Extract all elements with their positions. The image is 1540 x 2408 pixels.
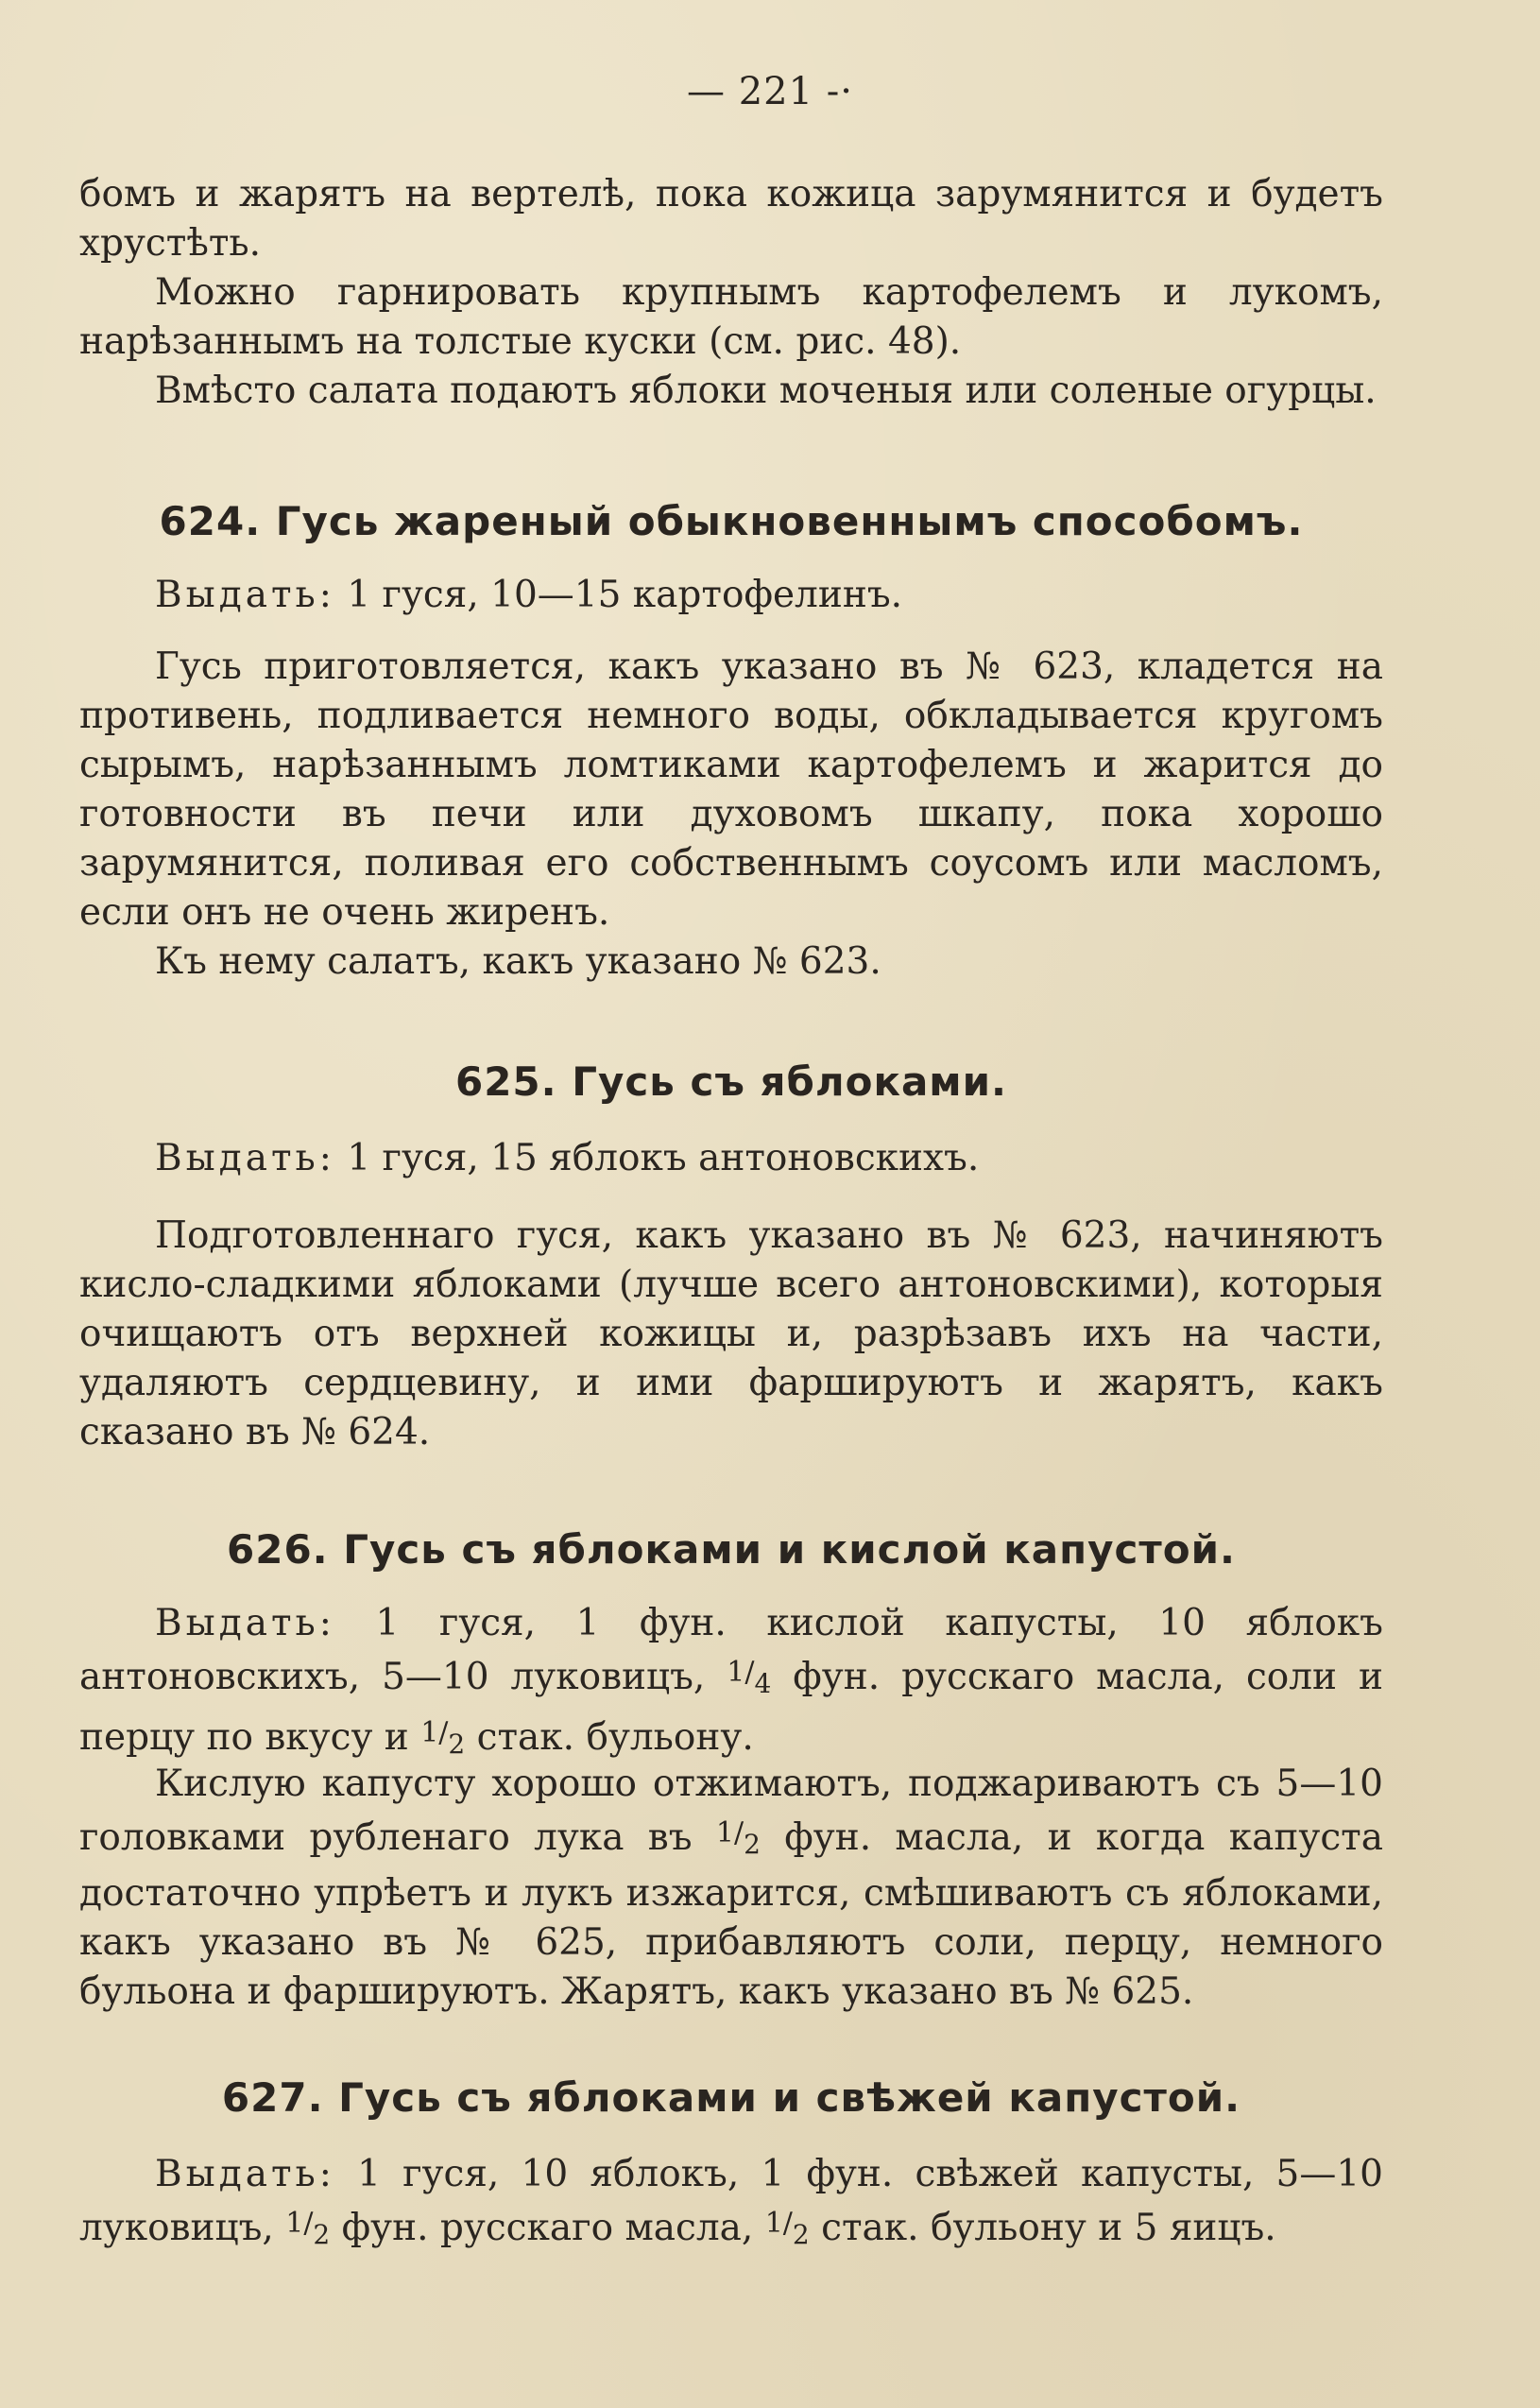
recipe-627-title: 627. Гусь съ яблоками и свѣжей капустой. <box>221 2074 1241 2121</box>
recipe-624-vydat <box>79 571 1383 620</box>
vydat-text: 1 гуся, 15 яблокъ антоновскихъ. <box>334 1137 980 1179</box>
fraction-denominator: 2 <box>792 2219 810 2250</box>
recipe-625-body <box>79 1134 1383 1183</box>
recipe-624-body <box>79 571 1383 620</box>
fraction-half: 1/2 <box>420 1716 466 1760</box>
fraction-quarter: 1/4 <box>727 1656 772 1699</box>
recipe-624-paragraph-2: Къ нему салатъ, какъ указано № 623. <box>155 940 881 983</box>
paragraph-text-a: Кислую капусту хорошо отжимаютъ, поджариваютъ съ 5—10 головками рубленаго лука въ <box>79 1763 1383 1859</box>
vydat-text-c: стак. бульону. <box>465 1716 754 1759</box>
recipe-627-body <box>79 2150 1383 2260</box>
fraction-numerator: 1 <box>285 2207 304 2240</box>
recipe-625-text <box>79 1212 1383 1457</box>
fraction-denominator: 2 <box>744 1829 761 1860</box>
recipe-624-title: 624. Гусь жареный обыкновеннымъ способомъ. <box>159 498 1304 544</box>
vydat-text-c: стак. бульону и 5 яицъ. <box>809 2207 1276 2249</box>
fraction-denominator: 4 <box>754 1668 772 1699</box>
vydat-text-a: 1 гуся, 1 фун. кислой капусты, 10 яблокъ антоновскихъ, 5—10 луковицъ, <box>79 1602 1383 1698</box>
vydat-text-b: фун. русскаго масла, соли и перцу по вкусу и <box>79 1656 1384 1759</box>
intro-section <box>79 170 1383 416</box>
vydat-text-b: фун. русскаго масла, <box>330 2207 765 2249</box>
vydat-text-a: 1 гуся, 10 яблокъ, 1 фун. свѣжей капусты, 5—10 луковицъ, <box>79 2153 1383 2249</box>
recipe-626-text <box>79 1760 1383 2017</box>
fraction-numerator: 1 <box>420 1716 439 1749</box>
recipe-624-text <box>79 643 1383 987</box>
paragraph-text-b: фун. масла, и когда капуста достаточно упрѣетъ и лукъ изжарится, смѣшиваютъ съ яблоками, какъ указано въ № 625, прибавляютъ соли, перцу, немного бульона и фаршируютъ. Жарятъ, какъ указано въ № 625. <box>79 1816 1383 2013</box>
fraction-numerator: 1 <box>764 2207 783 2240</box>
intro-paragraph-3: Вмѣсто салата подаютъ яблоки моченыя или соленые огурцы. <box>155 370 1377 412</box>
vydat-label: Выдать: <box>155 2153 335 2195</box>
fraction-numerator: 1 <box>715 1816 734 1849</box>
intro-paragraph-1: бомъ и жарятъ на вертелѣ, пока кожица зарумянится и будетъ хрустѣть. <box>79 173 1383 265</box>
recipe-625-vydat <box>79 1134 1383 1183</box>
recipe-626-paragraph-1 <box>79 1760 1383 2017</box>
vydat-label: Выдать: <box>155 574 335 616</box>
page-number: — 221 -· <box>686 70 853 113</box>
fraction-half: 1/2 <box>285 2207 331 2250</box>
fraction-denominator: 2 <box>448 1729 466 1760</box>
recipe-625-paragraph-1: Подготовленнаго гуся, какъ указано въ № 623, начиняютъ кисло-сладкими яблоками (лучше всего антоновскими), которыя очищаютъ отъ верхней кожицы и, разрѣзавъ ихъ на части, удаляютъ сердцевину, и ими фаршируютъ и жарятъ, какъ сказано въ № 624. <box>79 1214 1383 1453</box>
vydat-text: 1 гуся, 10—15 картофелинъ. <box>334 574 903 616</box>
intro-paragraph-2: Можно гарнировать крупнымъ картофелемъ и лукомъ, нарѣзаннымъ на толстые куски (см. рис. 48). <box>79 271 1383 363</box>
fraction-half: 1/2 <box>764 2207 810 2250</box>
recipe-624-paragraph-1: Гусь приготовляется, какъ указано въ № 623, кладется на противень, подливается немного воды, обкладывается кругомъ сырымъ, нарѣзаннымъ ломтиками картофелемъ и жарится до готовности въ печи или духовомъ шкапу, пока хорошо зарумянится, поливая его собственнымъ соусомъ или масломъ, если онъ не очень жиренъ. <box>79 645 1383 934</box>
fraction-half: 1/2 <box>715 1816 761 1860</box>
fraction-denominator: 2 <box>313 2219 331 2250</box>
vydat-label: Выдать: <box>155 1137 335 1179</box>
recipe-627-vydat <box>79 2150 1383 2260</box>
recipe-626-title: 626. Гусь съ яблоками и кислой капустой. <box>227 1526 1236 1573</box>
recipe-625-title: 625. Гусь съ яблоками. <box>454 1058 1008 1105</box>
fraction-numerator: 1 <box>727 1656 745 1689</box>
recipe-626-vydat <box>79 1599 1383 1769</box>
recipe-626-body <box>79 1599 1383 1769</box>
vydat-label: Выдать: <box>155 1602 335 1644</box>
